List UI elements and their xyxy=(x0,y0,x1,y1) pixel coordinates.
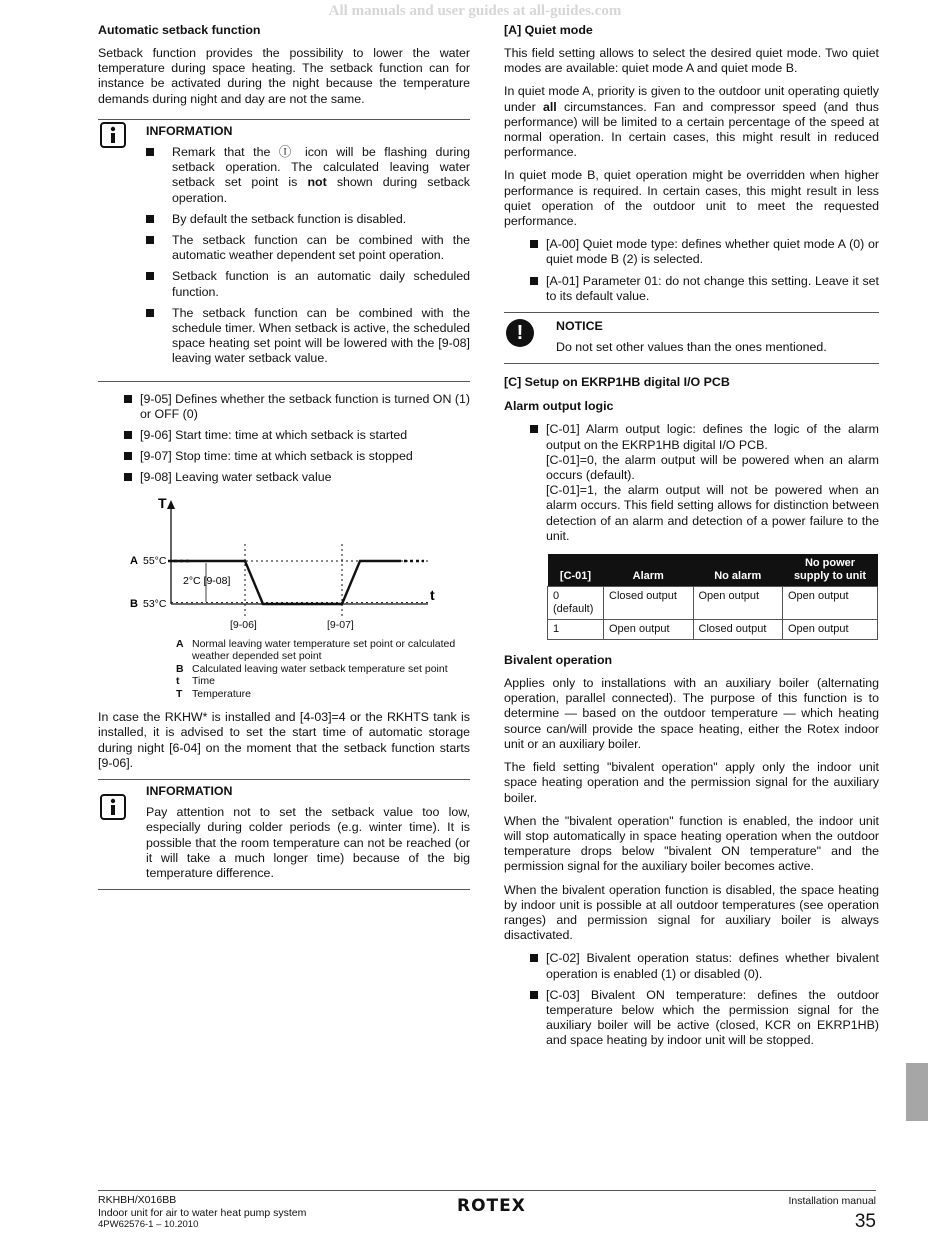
c-setup-title: [C] Setup on EKRP1HB digital I/O PCB xyxy=(504,375,730,390)
setback-title: Automatic setback function xyxy=(98,23,261,37)
footer-description: Indoor unit for air to water heat pump system xyxy=(98,1206,307,1219)
bivalent-p4: When the bivalent operation function is disabled, the space heating by indoor unit is possible at all outdoor temperatures (see operation ranges) and permission signal for auxiliary boiler is always disactivated. xyxy=(504,882,879,943)
temperature-axis-label: T xyxy=(158,494,167,511)
footer-model: RKHBH/X016BB xyxy=(98,1194,177,1206)
footer-manual: Installation manual xyxy=(788,1195,876,1207)
time-axis-label: t xyxy=(430,586,435,603)
table-cell: 0 (default) xyxy=(548,587,604,620)
bivalent-title: Bivalent operation xyxy=(504,653,613,668)
param-9-05: [9-05] Defines whether the setback function is turned ON (1) or OFF (0) xyxy=(122,392,470,422)
start-time-label: [9-06] xyxy=(230,618,257,631)
info-bullet-1: Remark that the Ⓘ icon will be flashing during setback operation. The calculated leaving water setback set point is not shown during setback operation. xyxy=(146,145,470,206)
information-icon xyxy=(100,122,126,148)
temp-b: 53°C xyxy=(143,597,167,610)
rotex-logo: ROTEX xyxy=(457,1196,526,1216)
information-icon xyxy=(100,794,126,820)
information-box xyxy=(98,119,470,382)
table-cell: 1 xyxy=(548,620,604,640)
param-c-03: [C-03] Bivalent ON temperature: defines the outdoor temperature below which the permission signal for the auxiliary boiler will be active (closed, KCR on EKRP1HB) and space heating by indoor unit will be stopped. xyxy=(528,988,879,1049)
table-cell: Closed output xyxy=(604,587,694,620)
table-cell: Closed output xyxy=(693,620,783,640)
table-row xyxy=(548,620,878,640)
table-header: No alarm xyxy=(693,554,783,587)
bivalent-p2: The field setting "bivalent operation" apply only the indoor unit space heating operation and the permission signal for the auxiliary boiler. xyxy=(504,760,879,805)
alarm-output-table xyxy=(547,554,878,640)
setback-delta-label: 2°C [9-08] xyxy=(183,574,231,587)
table-cell: Open output xyxy=(783,620,878,640)
legend-item: A Normal leaving water temperature set point or calculated weather depended set point xyxy=(176,637,456,663)
label-a: A xyxy=(130,554,138,567)
info-bullet-3: The setback function can be combined with the automatic weather dependent set point operation. xyxy=(146,233,470,263)
setback-icon: Ⓘ xyxy=(278,145,297,160)
info-bullet-2: By default the setback function is disabled. xyxy=(146,212,470,227)
quiet-mode-p2: In quiet mode A, priority is given to the outdoor unit operating quietly under all circumstances. Fan and compressor speed (and thus performance) will be limited to a certain percentage of the speed at normal operation. In certain cases, this might result in reduced performance. xyxy=(504,84,879,160)
param-9-06: [9-06] Start time: time at which setback is started xyxy=(122,428,470,443)
setback-graph xyxy=(98,492,470,618)
quiet-mode-p1: This field setting allows to select the desired quiet mode. Two quiet modes are available: quiet mode A and quiet mode B. xyxy=(504,46,879,76)
right-column xyxy=(504,22,879,1055)
setback-intro: Setback function provides the possibility to lower the water temperature during space heating. The setback function can for instance be activated during the night because the temperature demands during night and day are not the same. xyxy=(98,46,470,106)
param-9-08: [9-08] Leaving water setback value xyxy=(122,470,470,485)
notice-heading: NOTICE xyxy=(556,319,603,334)
footer-code: 4PW62576-1 – 10.2010 xyxy=(98,1219,199,1230)
info-bullet-4: Setback function is an automatic daily scheduled function. xyxy=(146,269,470,299)
footer-right xyxy=(788,1194,876,1233)
footer-divider xyxy=(98,1190,876,1191)
param-a-01: [A-01] Parameter 01: do not change this setting. Leave it set to its default value. xyxy=(528,274,879,304)
information-box-2 xyxy=(98,779,470,890)
information-heading: INFORMATION xyxy=(146,783,233,798)
page-number: 35 xyxy=(854,1211,876,1233)
quiet-mode-p3: In quiet mode B, quiet operation might be overridden when higher performance is required. In certain cases, this might result in less quiet operation of the outdoor unit to meet the requested performance. xyxy=(504,168,879,229)
rkhw-note: In case the RKHW* is installed and [4-03]=4 or the RKHTS tank is installed, it is advised to set the start time of automatic storage during night [6-04] on the moment that the setback function starts [9-06]. xyxy=(98,710,470,770)
param-c-01: [C-01] Alarm output logic: defines the logic of the alarm output on the EKRP1HB digital I/O PCB. [C-01]=0, the alarm output will be powered when an alarm occurs (default). [C-01]=1, the alarm output will not be powered when an alarm occurs. This field setting allows for distinction between detection of an alarm and detection of a power failure to the unit. xyxy=(528,422,879,544)
stop-time-label: [9-07] xyxy=(327,618,354,631)
notice-box xyxy=(504,312,879,364)
table-header: No power supply to unit xyxy=(783,554,878,587)
left-column xyxy=(98,22,470,900)
legend-item: T Temperature xyxy=(176,687,251,700)
notice-body: Do not set other values than the ones mentioned. xyxy=(556,340,827,355)
quiet-mode-title: [A] Quiet mode xyxy=(504,23,593,37)
temp-a: 55°C xyxy=(143,554,167,567)
table-header: Alarm xyxy=(604,554,694,587)
bivalent-p3: When the "bivalent operation" function is enabled, the indoor unit will stop automatically in space heating operation when the outdoor temperature drops below "bivalent ON temperature" and the permission signal for the auxiliary boiler becomes active. xyxy=(504,813,879,874)
chapter-tab xyxy=(906,1063,928,1121)
footer-left xyxy=(98,1194,306,1232)
notice-icon: ! xyxy=(506,319,534,347)
legend-item: B Calculated leaving water setback temperature set point xyxy=(176,662,448,675)
table-header-row xyxy=(548,554,878,587)
info-bullet-5: The setback function can be combined with the schedule timer. When setback is active, the scheduled space heating set point will be lowered with the [9-08] leaving water setback value. xyxy=(146,306,470,367)
table-cell: Open output xyxy=(693,587,783,620)
graph-legend xyxy=(176,638,470,701)
table-cell: Open output xyxy=(604,620,694,640)
table-row xyxy=(548,587,878,620)
label-b: B xyxy=(130,597,138,610)
information-body: Pay attention not to set the setback value too low, especially during colder periods (e.g. winter time). It is possible that the room temperature can not be reached (or it will take a much longer time) because of the big temperature difference. xyxy=(146,805,470,880)
table-header: [C-01] xyxy=(548,554,604,587)
table-cell: Open output xyxy=(783,587,878,620)
param-c-02: [C-02] Bivalent operation status: defines whether bivalent operation is enabled (1) or disabled (0). xyxy=(528,951,879,981)
legend-item: t Time xyxy=(176,675,215,688)
watermark: All manuals and user guides at all-guides.com xyxy=(328,3,622,19)
alarm-logic-title: Alarm output logic xyxy=(504,399,614,414)
param-a-00: [A-00] Quiet mode type: defines whether quiet mode A (0) or quiet mode B (2) is selected. xyxy=(528,237,879,267)
bivalent-p1: Applies only to installations with an auxiliary boiler (alternating operation, parallel connected). The purpose of this function is to determine — based on the outdoor temperature — which heating source can/will provide the space heating, either the Rotex indoor unit or an auxiliary boiler. xyxy=(504,676,879,751)
param-9-07: [9-07] Stop time: time at which setback is stopped xyxy=(122,449,470,464)
information-heading: INFORMATION xyxy=(146,123,233,138)
